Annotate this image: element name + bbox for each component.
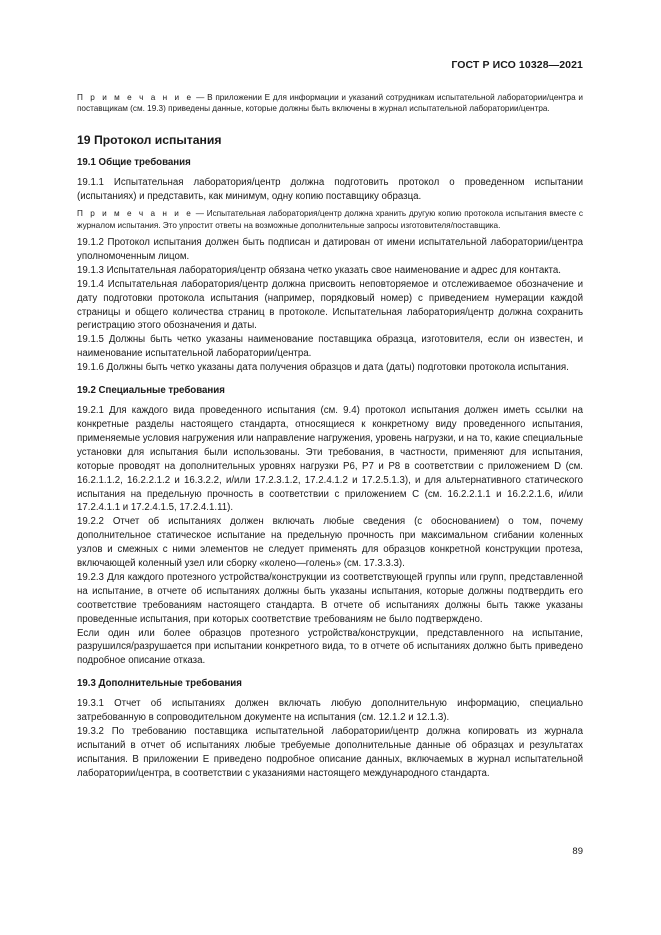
para-19-3-2: 19.3.2 По требованию поставщика испытательной лаборатории/центр должна копировать из журнала испытаний в отчет об испытаниях любые требуемые дополнительные данные об образцах и результатах испытания. В приложении Е приведено подробное описание данных, включаемых в журнал испытательной лаборатории/центра, в соответствии с указаниями настоящего международного стандарта. <box>77 726 583 779</box>
note-19-1 <box>77 208 583 231</box>
section-19-3-title: 19.3 Дополнительные требования <box>77 678 242 690</box>
page-number: 89 <box>572 846 583 857</box>
para-19-2-2: 19.2.2 Отчет об испытаниях должен включать любые сведения (с обоснованием) о том, почему дополнительное статическое испытание на предельную прочность при максимальном сгибании коленных узлов и смежных с ними элементов не следует применять для образцов конкретной конструкции протеза, включающей коленный узел или сборку «колено—голень» (см. 17.3.3.3). <box>77 516 583 570</box>
note-text: — Испытательная лаборатория/центр должна хранить другую копию протокола испытания вместе с журналом испытания. Это упростит ответы на возможные дополнительные запросы изготовителя/поставщика. <box>77 209 583 230</box>
note-label: П р и м е ч а н и е <box>77 209 194 219</box>
para-19-2-3: 19.2.3 Для каждого протезного устройства/конструкции из соответствующей группы или групп, представленной на испытание, в отчете об испытаниях должны быть указаны испытания, которые должны подтвердить его соответствие требованиям настоящего стандарта. В отчете об испытаниях должны быть также указаны проведенные испытания, при которых соответствие требованиям не было подтверждено. <box>77 571 583 625</box>
document-body <box>77 92 583 781</box>
note-annex-e <box>77 92 583 115</box>
para-19-1-1: 19.1.1 Испытательная лаборатория/центр должна подготовить протокол о проведенном испытании (испытаниях) и представить, как минимум, одну копию поставщику образца. <box>77 176 583 202</box>
note-label: П р и м е ч а н и е <box>77 93 194 102</box>
para-19-3-1: 19.3.1 Отчет об испытаниях должен включать любую дополнительную информацию, специально затребованную в сопроводительном документе на испытания (см. 12.1.2 и 12.1.3). <box>77 698 583 724</box>
para-19-2-1: 19.2.1 Для каждого вида проведенного испытания (см. 9.4) протокол испытания должен иметь ссылки на конкретные разделы настоящего стандарта, относящиеся к конкретному виду проведенного испытания, применяемые условия нагружения или направление нагружения, уровень нагрузки, и на то, какие специальные установки для испытания были использованы. Эти требования, в частности, применяют для испытания, которые проводят на дополнительных уровнях нагрузки Р6, Р7 и Р8 в соответствии с приложением D (см. 16.2.1.1.2, 16.2.2.1.2 и 16.3.2.2, и/или 17.2.3.1.2, 17.2.4.1.2 и 17.2.5.1.3), и для альтернативного статического испытания на предельную прочность в соответствии с приложением С (см. 16.2.2.1.1 и 16.2.2.1.6, и/или 17.2.4.1.1 и 17.2.4.1.5, 17.2.4.1.11). <box>77 405 583 514</box>
para-19-1-3: 19.1.3 Испытательная лаборатория/центр обязана четко указать свое наименование и адрес для контакта. <box>77 264 561 276</box>
para-19-2-3-cont: Если один или более образцов протезного устройства/конструкции, представленного на испытание, разрушился/разрушается при испытании конкретного вида, то в отчете об испытаниях должно быть приведено подробное описание отказа. <box>77 627 583 667</box>
para-19-1-4: 19.1.4 Испытательная лаборатория/центр должна присвоить неповторяемое и отслеживаемое обозначение и дату подготовки протокола испытания (например, порядковый номер) с приведением нумерации каждой страницы и общего количества страниц в протоколе. Испытательная лаборатория/центр должна сохранить регистрацию этого обозначения и даты. <box>77 278 583 332</box>
para-19-1-6: 19.1.6 Должны быть четко указаны дата получения образцов и дата (даты) подготовки протокола испытания. <box>77 362 569 374</box>
para-19-1-2: 19.1.2 Протокол испытания должен быть подписан и датирован от имени испытательной лаборатории/центра уполномоченным лицом. <box>77 237 583 262</box>
standard-code-header: ГОСТ Р ИСО 10328—2021 <box>451 59 583 71</box>
section-19-title: 19 Протокол испытания <box>77 132 222 147</box>
section-19-2-title: 19.2 Специальные требования <box>77 385 225 397</box>
note-text: — В приложении Е для информации и указаний сотрудникам испытательной лаборатории/центра и поставщикам (см. 19.3) приведены данные, которые должны быть включены в журнал испытательной лаборатории/центра. <box>77 93 583 114</box>
section-19-1-title: 19.1 Общие требования <box>77 156 191 168</box>
para-19-1-5: 19.1.5 Должны быть четко указаны наименование поставщика образца, изготовителя, если он известен, и наименование испытательной лаборатории/центра. <box>77 334 583 360</box>
